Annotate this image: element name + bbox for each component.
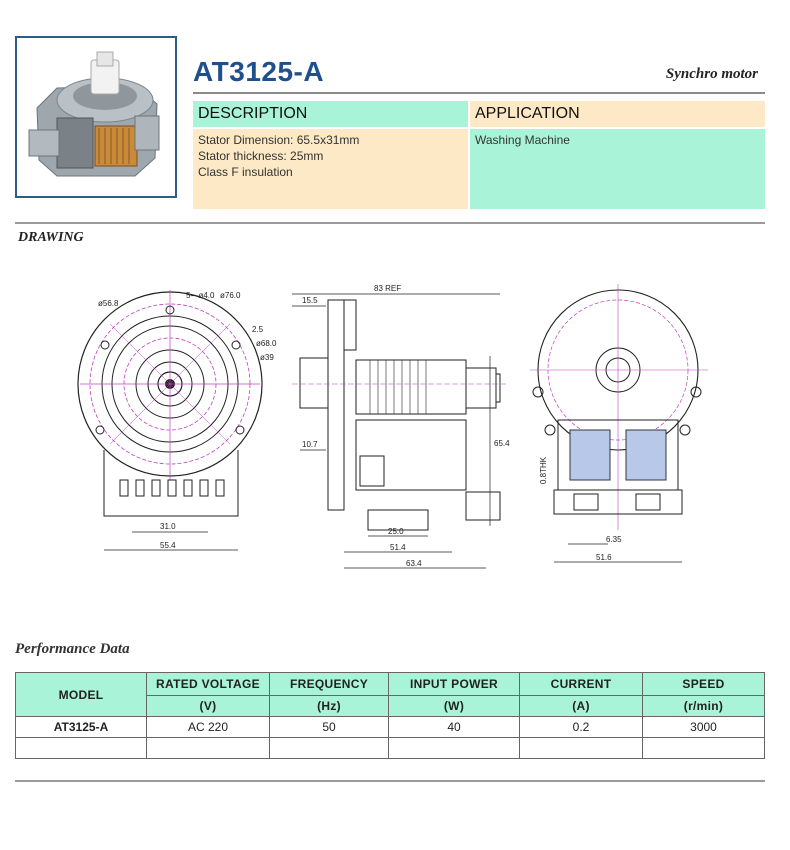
dim-label: 51.4 (390, 543, 406, 552)
column-header-frequency: FREQUENCY (270, 673, 389, 696)
dim-label: ø76.0 (220, 291, 241, 300)
dim-label: ø68.0 (256, 339, 277, 348)
footer-divider (15, 780, 765, 782)
column-header-model: MODEL (16, 673, 147, 717)
model-title: AT3125-A (193, 56, 325, 87)
cell-frequency (270, 738, 389, 759)
product-photo (15, 36, 177, 198)
description-line: Stator thickness: 25mm (198, 149, 324, 163)
title-divider (193, 92, 765, 94)
table-row (16, 738, 765, 759)
dim-label: 63.4 (406, 559, 422, 568)
dim-label: 0.8THK (539, 456, 548, 484)
unit-frequency: (Hz) (270, 696, 389, 717)
dim-label: 51.6 (596, 553, 612, 562)
product-subtitle: Synchro motor (665, 66, 758, 82)
dim-label: 25.0 (388, 527, 404, 536)
description-column (193, 101, 468, 209)
dim-label: 65.4 (494, 439, 510, 448)
column-header-power: INPUT POWER (389, 673, 520, 696)
dim-label: 2.5 (252, 325, 264, 334)
performance-table (15, 672, 765, 759)
dim-label: 83 REF (374, 284, 402, 293)
front-view (78, 290, 277, 550)
back-view (530, 284, 708, 562)
description-line: Stator Dimension: 65.5x31mm (198, 133, 360, 147)
cell-model (16, 738, 147, 759)
dim-label: ø56.8 (98, 299, 119, 308)
drawing-label: DRAWING (18, 230, 84, 245)
description-heading: DESCRIPTION (193, 101, 468, 129)
cell-speed (643, 738, 765, 759)
performance-label: Performance Data (15, 641, 130, 657)
application-heading: APPLICATION (470, 101, 765, 129)
cell-frequency: 50 (270, 717, 389, 738)
technical-drawing (60, 270, 760, 590)
dim-label: 55.4 (160, 541, 176, 550)
application-column (470, 101, 765, 209)
cell-model: AT3125-A (16, 717, 147, 738)
cell-current: 0.2 (520, 717, 643, 738)
table-header-row (16, 673, 765, 696)
motor-photo-image (17, 38, 175, 196)
dim-label: 5—ø4.0 (186, 291, 215, 300)
column-header-speed: SPEED (643, 673, 765, 696)
cell-voltage (147, 738, 270, 759)
column-header-voltage: RATED VOLTAGE (147, 673, 270, 696)
dim-label: 10.7 (302, 440, 318, 449)
dim-label: 6.35 (606, 535, 622, 544)
cell-voltage: AC 220 (147, 717, 270, 738)
info-panel (193, 101, 765, 209)
cell-power (389, 738, 520, 759)
dim-label: 15.5 (302, 296, 318, 305)
table-row (16, 717, 765, 738)
cell-power: 40 (389, 717, 520, 738)
description-line: Class F insulation (198, 165, 293, 179)
cell-speed: 3000 (643, 717, 765, 738)
section-divider (15, 222, 765, 224)
unit-speed: (r/min) (643, 696, 765, 717)
cell-current (520, 738, 643, 759)
unit-current: (A) (520, 696, 643, 717)
column-header-current: CURRENT (520, 673, 643, 696)
unit-voltage: (V) (147, 696, 270, 717)
application-line: Washing Machine (475, 133, 570, 147)
unit-power: (W) (389, 696, 520, 717)
side-view (170, 284, 510, 568)
dim-label: 31.0 (160, 522, 176, 531)
dim-label: ø39 (260, 353, 274, 362)
